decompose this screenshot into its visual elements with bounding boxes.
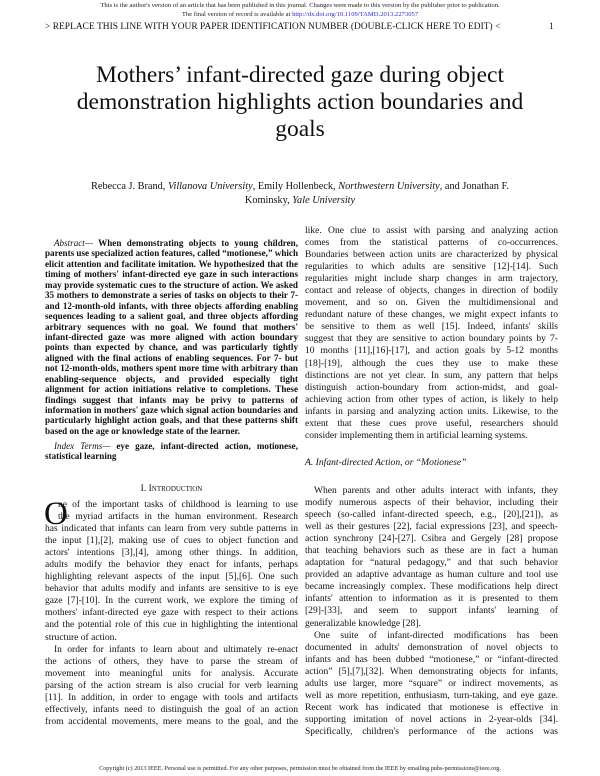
text-line: points than expected by chance, and was particularly tightly (45, 342, 298, 353)
text-line: enabling-sequence objects, and provided especially tight (45, 373, 298, 384)
text-line: distinguish action-boundary from action-midst, and goal- (305, 381, 558, 393)
author-name: , Emily Hollenbeck, (252, 181, 339, 192)
text-line: comes from the statistical patterns of co-occurrences. (305, 237, 558, 249)
copyright-footer: Copyright (c) 2013 IEEE. Personal use is permitted. For any other purposes, permission must be obtained from the IEEE by emailing pubs-permissions@ieee.org. (99, 765, 501, 772)
text-line: the actions of others, they have to parse the stream of (45, 656, 298, 668)
text-line: the myriad artifacts in the human environment. Research (58, 511, 298, 523)
text-line: regularities to which adults are sensitive [12]-[14]. Such (305, 261, 558, 273)
text-line: speech (so-called infant-directed speech, e.g., [20],[21]), as (305, 509, 558, 521)
text-line (45, 238, 298, 248)
section-a-paragraph-2 (305, 630, 558, 738)
text-line: effectively, infants need to distinguish the goal of an action (45, 704, 298, 716)
text-line: like. One clue to assist with parsing and analyzing action (305, 225, 558, 236)
text-line: from accidental movements, mere means to the goal, and the (45, 716, 298, 728)
text-line: infants' attention to information as it is presented to them (305, 593, 558, 605)
title-line: demonstration highlights action boundaries and (76, 89, 524, 115)
text-line: infant-directed gaze was more aligned with action boundary (45, 331, 298, 342)
text-line: generalizable knowledge [28]. (305, 617, 421, 629)
text-line: One suite of infant-directed modifications has been (314, 630, 558, 641)
author-name: Kominsky, (244, 195, 293, 206)
label: Index Terms— (54, 441, 111, 451)
text-line: not 12-month-olds, mothers spent more time with arbitrary than (45, 363, 298, 374)
text-line: extent that these cues prove useful, researchers should (305, 417, 558, 429)
section-number: I. (140, 484, 149, 494)
publication-notice: This is the author's version of an article that has been published in this journal. Changes were made to this version by the publisher prior to publication. (100, 2, 500, 9)
text-line: behavior that adults modify and infants are sensitive to is eye (45, 583, 298, 595)
label: Abstract— (54, 238, 93, 248)
text-line: consider implementing them in artificial learning systems. (305, 429, 528, 441)
text-line: has indicated that infants can learn from very subtle patterns in (45, 523, 298, 535)
text-line: modify numerous aspects of their behavior, including their (305, 497, 558, 509)
text: When demonstrating objects to young children, (92, 238, 298, 248)
doi-prefix: The final version of record is available at (181, 11, 293, 18)
text-line: elicit attention and facilitate imitation. We hypothesized that the (45, 258, 298, 269)
intro-paragraph-2 (45, 644, 298, 728)
text-line: structure of action. (45, 631, 117, 643)
text-line: achieving action from other types of action, is likely to help (305, 393, 558, 405)
title-line: goals (275, 116, 325, 142)
author-affiliation: Northwestern University (338, 181, 440, 192)
text-line: infants in parsing and analyzing action units. Likewise, to the (305, 405, 558, 417)
page-number: 1 (549, 22, 554, 32)
text-line: aligned with the final actions of enabling sequences. For 7- but (45, 352, 298, 363)
text-line: When parents and other adults interact with infants, they (314, 485, 558, 496)
text-line: particularly highlight action goals, and that these patterns shift (45, 415, 298, 426)
text-line: action synchrony [24]-[27]. Csibra and Gergely [28] propose (305, 533, 558, 545)
text-line: suggest that they are sensitive to action boundary points by 7- (305, 333, 558, 345)
text-line: ne of the important tasks of childhood is learning to use (58, 499, 298, 510)
text-line: that teaching behaviors such as these are in fact a human (305, 545, 558, 557)
text-line: Specifically, children's performance of the actions was (305, 726, 558, 738)
drop-cap: O (44, 496, 68, 532)
text-line: regularities might include sharp changes in arm trajectory, (305, 273, 558, 285)
text-line: became increasingly complex. These modifications help direct (305, 581, 558, 593)
intro-paragraph-1 (44, 496, 298, 644)
text-line: arbitrary sequences with no goal. We found that mothers' (45, 321, 298, 332)
section-heading-introduction (45, 484, 298, 494)
text-line: adaptation for “natural pedagogy,” and that such behavior (305, 557, 558, 569)
text-line: information in mothers' gaze which signal action boundaries and (45, 405, 298, 415)
subsection-heading-a: A. Infant-directed Action, or “Motionese” (305, 457, 467, 468)
text-line: action” [5],[7],[32]. When demonstrating objects for infants, (305, 666, 558, 678)
text-line (45, 441, 298, 451)
text-line: parents use specialized action features, called “motionese,” which (45, 248, 299, 259)
paper-title (60, 62, 540, 143)
text-line: sequences leading to a salient goal, and three objects affording (45, 311, 298, 322)
text-line: may provide systematic cues to the structure of action. We asked (45, 279, 298, 290)
text-line: adults modify the behavior they enact for infants, perhaps (45, 559, 298, 571)
text-line: timing of mothers' infant-directed eye gaze in such interactions (45, 269, 298, 280)
text-line: In order for infants to learn about and ultimately re-enact (54, 644, 298, 655)
text-line: well as more repetition, enthusiasm, turn-taking, and eye gaze. (305, 690, 558, 702)
text-line: 10 months [11],[16]-[17], and action goals by 5-12 months (305, 345, 558, 357)
text-line: statistical learning (45, 451, 117, 462)
text-line: Recent work has indicated that motionese is effective in (305, 702, 558, 714)
index-terms (45, 441, 298, 462)
text-line: contact and release of objects, changes in direction of bodily (305, 285, 558, 297)
text-line: well as their gestures [22], facial expressions [23], and speech- (305, 521, 558, 533)
text-line: distinctions are not yet clear. In sum, any pattern that helps (305, 369, 558, 381)
text-line: and 12-month-old infants, with three objects affording enabling (45, 300, 298, 311)
text-line: 35 mothers to demonstrate a series of tasks on objects to their 7- (45, 290, 298, 301)
doi-link[interactable]: http://dx.doi.org/10.1109/TAMD.2013.2273057 (292, 11, 419, 18)
text-line: [18]-[19], although the cues they use to make these (305, 357, 558, 369)
text-line: alignment for action initiations relative to completions. These (45, 384, 298, 395)
author-affiliation: Yale University (292, 195, 356, 206)
text-line: adults use larger, more “square” or indirect movements, as (305, 678, 558, 690)
author-name: , and Jonathan F. (439, 181, 509, 192)
author-list (70, 180, 530, 208)
text-line: and the potential role of this cue in highlighting the intentional (45, 619, 298, 631)
text: eye gaze, infant-directed action, motionese, (110, 441, 298, 451)
text-line: the input [1],[2], making use of cues to object function and (45, 535, 298, 547)
paper-id-placeholder: > REPLACE THIS LINE WITH YOUR PAPER IDENTIFICATION NUMBER (DOUBLE-CLICK HERE TO EDIT) < (45, 22, 501, 32)
text-line: [29]-[33], and seem to support infants' learning of (305, 605, 558, 617)
text-line: findings suggest that infants may be privy to patterns of (45, 394, 298, 405)
text-line: mothers' infant-directed eye gaze with respect to their actions (45, 607, 298, 619)
text-line: based on the age or knowledge state of the learner. (45, 425, 240, 436)
section-title: Introduction (148, 484, 203, 494)
text-line: Boundaries between action units are characterized by physical (305, 249, 558, 261)
text-line: highlighting relevant aspects of the input [5],[6]. One such (45, 571, 298, 583)
text-line: infants and has been dubbed “motionese,” or “infant-directed (305, 654, 558, 666)
section-a-paragraph-1 (305, 485, 558, 630)
text-line: parsing of the action stream is also crucial for verb learning (45, 680, 298, 692)
text-line: supporting imitation of novel actions in 2-year-olds [34]. (305, 714, 558, 726)
intro-paragraph-3 (305, 225, 558, 442)
text-line: documented in adults' demonstration of novel objects to (305, 642, 558, 654)
text-line: be sensitive to them as well [15]. Indeed, infants' skills (305, 321, 558, 333)
text-line: provided an adaptive advantage as human culture and tool use (305, 569, 558, 581)
abstract (45, 238, 298, 436)
author-name: Rebecca J. Brand, (91, 181, 168, 192)
text-line: movement into meaningful units for analysis. Accurate (45, 668, 298, 680)
text-line: actors' intentions [3],[4], among other things. In addition, (45, 547, 298, 559)
text-line: movement, and so on. Given the multidimensional and (305, 297, 558, 309)
author-affiliation: Villanova University (167, 181, 253, 192)
title-line: Mothers’ infant-directed gaze during object (95, 62, 505, 88)
text-line: gaze [7]-[10]. In the current work, we explore the timing of (45, 595, 298, 607)
publication-notice-doi (0, 11, 600, 19)
text-line: redundant nature of these changes, we might expect infants to (305, 309, 558, 321)
text-line: [11]. In addition, in order to engage with tools and artifacts (45, 692, 298, 704)
